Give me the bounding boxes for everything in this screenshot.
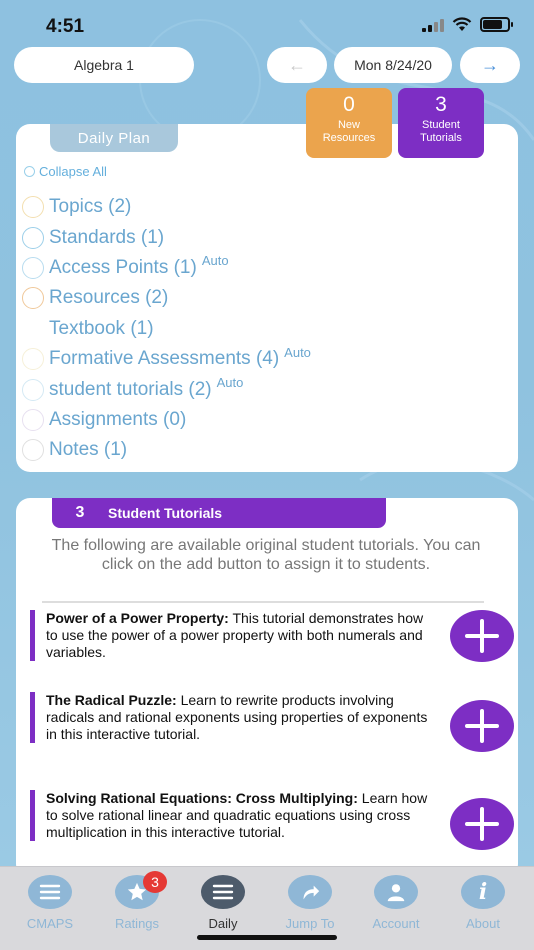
expand-circle-icon bbox=[22, 409, 44, 431]
plan-item-formative-assessments[interactable] bbox=[22, 344, 311, 374]
plan-item-topics[interactable] bbox=[22, 192, 311, 222]
expand-circle-icon bbox=[22, 379, 44, 401]
course-selector[interactable]: Algebra 1 bbox=[14, 47, 194, 83]
person-icon bbox=[374, 875, 418, 909]
plan-item-textbook[interactable] bbox=[22, 314, 311, 344]
share-arrow-icon bbox=[288, 875, 332, 909]
expand-circle-icon bbox=[22, 439, 44, 461]
collapse-circle-icon bbox=[24, 166, 35, 177]
expand-circle-icon bbox=[22, 287, 44, 309]
tutorial-title: Power of a Power Property: bbox=[46, 610, 229, 626]
student-tutorials-label-line1: Student bbox=[422, 119, 460, 131]
plan-item-assignments[interactable] bbox=[22, 405, 311, 435]
collapse-all-label: Collapse All bbox=[39, 164, 107, 179]
tab-label: CMAPS bbox=[26, 916, 74, 931]
expand-circle-icon bbox=[22, 318, 44, 340]
next-day-button[interactable]: → bbox=[460, 47, 520, 83]
plan-item-label: Access Points (1) bbox=[49, 256, 197, 278]
tutorial-title: The Radical Puzzle: bbox=[46, 692, 177, 708]
plan-item-label: Notes (1) bbox=[49, 439, 128, 461]
menu-lines-icon bbox=[28, 875, 72, 909]
tab-about[interactable] bbox=[443, 875, 523, 931]
plan-item-label: Formative Assessments (4) bbox=[49, 348, 280, 370]
menu-lines-icon bbox=[201, 875, 245, 909]
star-icon bbox=[115, 875, 159, 909]
student-tutorials-header bbox=[52, 498, 386, 528]
tutorial-item bbox=[30, 790, 430, 841]
status-time: 4:51 bbox=[46, 16, 85, 37]
tutorial-item bbox=[30, 692, 430, 743]
info-icon: i bbox=[461, 875, 505, 909]
tab-label: Ratings bbox=[114, 916, 160, 931]
tab-account[interactable] bbox=[356, 875, 436, 931]
expand-circle-icon bbox=[22, 196, 44, 218]
plus-icon bbox=[464, 708, 500, 744]
new-resources-badge[interactable] bbox=[306, 88, 392, 158]
plan-item-label: Resources (2) bbox=[49, 287, 169, 309]
status-icons bbox=[422, 17, 510, 32]
date-selector[interactable]: Mon 8/24/20 bbox=[334, 47, 452, 83]
daily-plan-list bbox=[22, 192, 311, 466]
tutorials-count: 3 bbox=[75, 504, 85, 521]
add-tutorial-button[interactable] bbox=[450, 798, 514, 850]
tutorial-title: Solving Rational Equations: Cross Multiplying: bbox=[46, 790, 358, 806]
plan-item-access-points[interactable] bbox=[22, 253, 311, 283]
expand-circle-icon bbox=[22, 257, 44, 279]
auto-tag: Auto bbox=[201, 253, 229, 269]
plan-item-label: Topics (2) bbox=[49, 196, 132, 218]
plus-icon bbox=[464, 618, 500, 654]
tab-label: Jump To bbox=[285, 916, 335, 931]
plan-item-standards[interactable] bbox=[22, 222, 311, 252]
home-indicator bbox=[197, 935, 337, 940]
tutorial-description: Learn how to solve rational linear and quadratic equations using cross multiplication in this interactive tutorial. bbox=[46, 790, 428, 840]
new-resources-count: 0 bbox=[343, 93, 355, 116]
plan-item-label: Textbook (1) bbox=[49, 317, 154, 339]
tutorial-item bbox=[30, 610, 430, 661]
ratings-notification-badge: 3 bbox=[143, 871, 167, 893]
tutorials-intro: The following are available original student tutorials. You can click on the add button to assign it to students. bbox=[51, 537, 481, 573]
tab-ratings[interactable] bbox=[97, 875, 177, 931]
tab-jump-to[interactable] bbox=[270, 875, 350, 931]
wifi-icon bbox=[452, 17, 472, 32]
cellular-signal-icon bbox=[422, 18, 444, 32]
expand-circle-icon bbox=[22, 227, 44, 249]
plus-icon bbox=[464, 806, 500, 842]
plan-item-label: Assignments (0) bbox=[49, 408, 187, 430]
add-tutorial-button[interactable] bbox=[450, 610, 514, 662]
tab-label: About bbox=[466, 916, 500, 931]
plan-item-notes[interactable] bbox=[22, 435, 311, 465]
divider bbox=[42, 601, 484, 603]
student-tutorials-badge[interactable] bbox=[398, 88, 484, 158]
tab-cmaps[interactable] bbox=[10, 875, 90, 931]
auto-tag: Auto bbox=[216, 375, 244, 391]
tutorial-description: Learn to rewrite products involving radicals and rational exponents using properties of exponents in this interactive tutorial. bbox=[46, 692, 428, 742]
expand-circle-icon bbox=[22, 348, 44, 370]
battery-icon bbox=[480, 17, 510, 32]
daily-plan-title: Daily Plan bbox=[50, 124, 178, 152]
new-resources-label-line2: Resources bbox=[322, 132, 376, 144]
tab-label: Daily bbox=[208, 916, 238, 931]
previous-day-button[interactable]: ← bbox=[267, 47, 327, 83]
tutorial-description: This tutorial demonstrates how to use the power of a power property with both numerals and variables. bbox=[46, 610, 424, 660]
collapse-all-button[interactable] bbox=[24, 164, 107, 179]
status-bar bbox=[0, 0, 534, 50]
plan-item-student-tutorials[interactable] bbox=[22, 374, 311, 404]
plan-item-label: student tutorials (2) bbox=[49, 378, 212, 400]
new-resources-label-line1: New bbox=[337, 119, 360, 131]
plan-item-resources[interactable] bbox=[22, 283, 311, 313]
tab-daily[interactable] bbox=[183, 875, 263, 931]
plan-item-label: Standards (1) bbox=[49, 226, 165, 248]
tab-label: Account bbox=[372, 916, 420, 931]
auto-tag: Auto bbox=[284, 344, 311, 360]
add-tutorial-button[interactable] bbox=[450, 700, 514, 752]
tutorials-title: Student Tutorials bbox=[108, 505, 223, 521]
student-tutorials-count: 3 bbox=[435, 93, 447, 116]
student-tutorials-label-line2: Tutorials bbox=[420, 132, 462, 144]
